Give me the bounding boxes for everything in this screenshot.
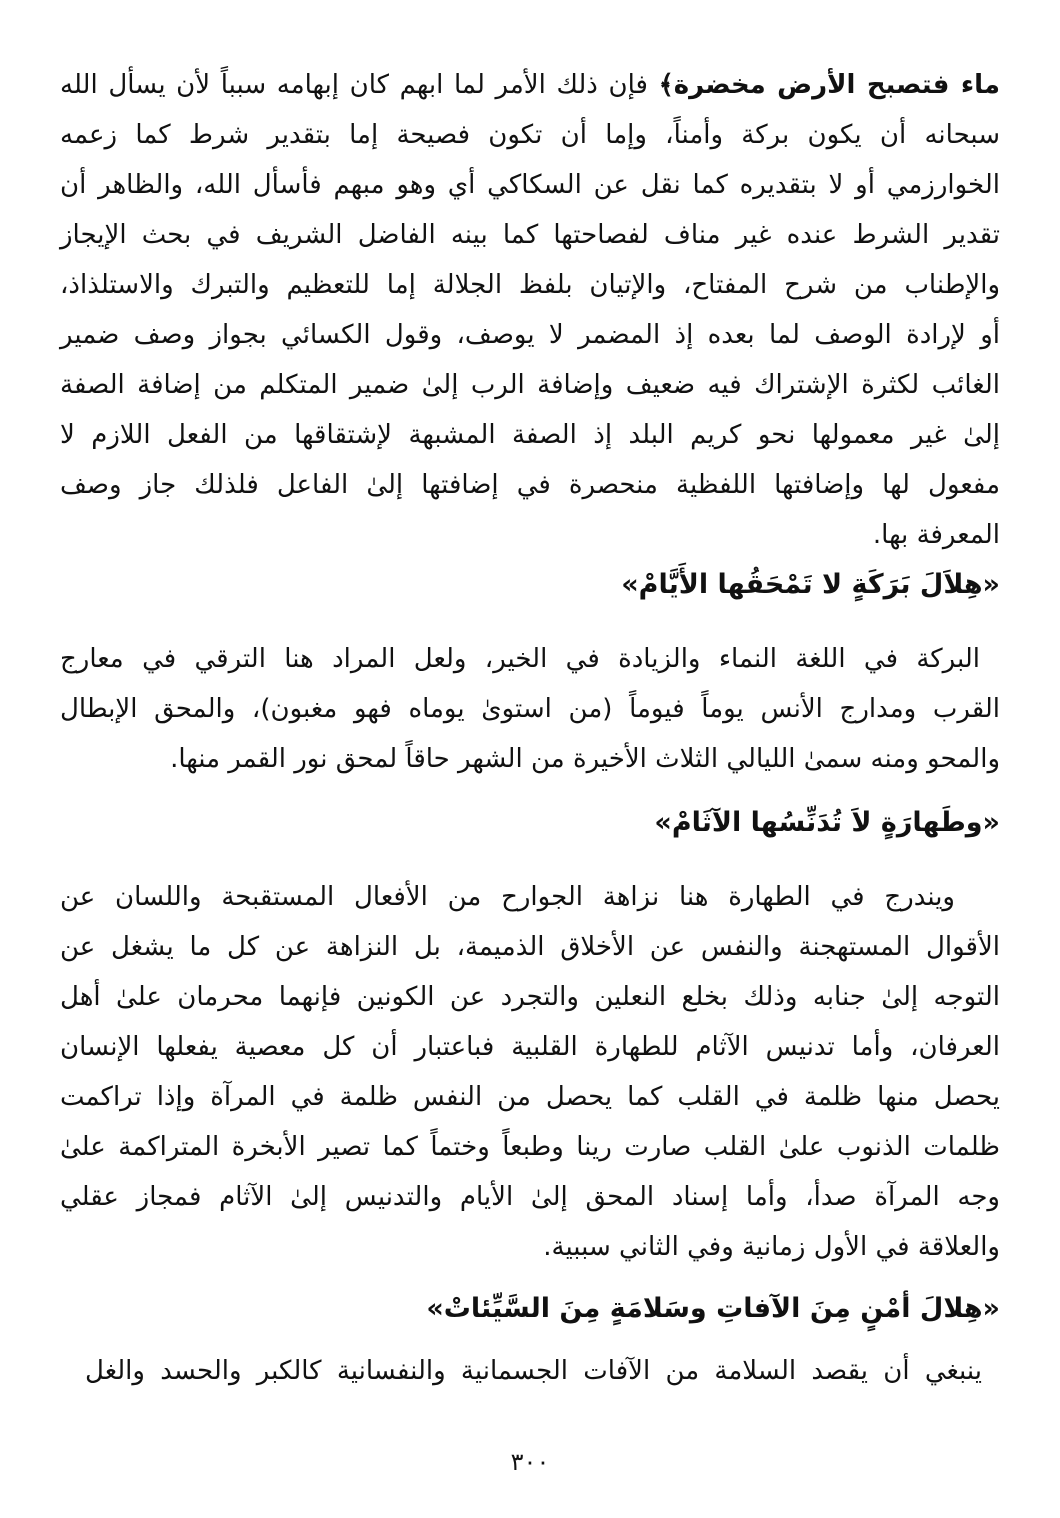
paragraph-1 [60,60,1000,560]
text-line: ويندرج في الطهارة هنا نزاهة الجوارح من الأفعال المستقبحة واللسان عن [60,882,955,912]
paragraph-4 [60,1346,1000,1396]
text-line: البركة في اللغة النماء والزيادة في الخير، ولعل المراد هنا الترقي في معارج [60,644,980,674]
text-line: القرب ومدارج الأنس يوماً فيوماً (من استوىٰ يوماه فهو مغبون)، والمحق الإبطال [60,694,1000,724]
paragraph-2 [60,634,1000,784]
hadith-heading-1: «هِلاَلَ بَرَكَةٍ لا تَمْحَقُها الأَيَّامْ» [621,569,1000,600]
page-number: ٣٠٠ [510,1448,550,1476]
text-line: الخوارزمي أو لا بتقديره كما نقل عن السكاكي أي وهو مبهم فأسأل الله، والظاهر أن [60,170,1000,200]
text-line: يحصل منها ظلمة في القلب كما يحصل من النفس ظلمة في المرآة وإذا تراكمت [60,1082,1000,1112]
text-line: ظلمات الذنوب علىٰ القلب صارت رينا وطبعاً وختماً كما تصير الأبخرة المتراكمة علىٰ [60,1132,1000,1162]
text-line: العرفان، وأما تدنيس الآثام للطهارة القلبية فباعتبار أن كل معصية يفعلها الإنسان [60,1032,1000,1062]
quran-quote-bold: ماء فتصبح الأرض مخضرة﴾ [658,70,1000,100]
text-line: مفعول لها وإضافتها اللفظية منحصرة في إضافتها إلىٰ الفاعل فلذلك جاز وصف [60,470,1000,500]
text-line [60,60,1000,110]
text-line: تقدير الشرط عنده غير مناف لفصاحتها كما بينه الفاضل الشريف في بحث الإيجاز [60,220,1000,250]
text-column [60,60,1000,1476]
text-line: سبحانه أن يكون بركة وأمناً، وإما أن تكون فصيحة إما بتقدير شرط كما زعمه [60,120,1000,150]
text-segment: فإن ذلك الأمر لما ابهم كان إبهامه سبباً لأن يسأل الله [60,70,659,100]
text-line: الغائب لكثرة الإشتراك فيه ضعيف وإضافة الرب إلىٰ ضمير المتكلم من إضافة الصفة [60,370,1000,400]
text-line: إلىٰ غير معمولها نحو كريم البلد إذ الصفة المشبهة لإشتقاقها من الفعل اللازم لا [60,420,1000,450]
text-line: والمحو ومنه سمىٰ الليالي الثلاث الأخيرة من الشهر حاقاً لمحق نور القمر منها. [170,744,1000,774]
hadith-heading-3: «هِلالَ أمْنٍ مِنَ الآفاتِ وسَلامَةٍ مِنَ السَّيِّئاتْ» [426,1293,1000,1324]
text-line: والعلاقة في الأول زمانية وفي الثاني سببية. [543,1232,1000,1262]
paragraph-3 [60,872,1000,1272]
text-line: أو لإرادة الوصف لما بعده إذ المضمر لا يوصف، وقول الكسائي بجواز وصف ضمير [60,320,1000,350]
text-line: وجه المرآة صدأ، وأما إسناد المحق إلىٰ الأيام والتدنيس إلىٰ الآثام فمجاز عقلي [60,1182,1000,1212]
hadith-heading-2: «وطَهارَةٍ لاَ تُدَنِّسُها الآثَامْ» [654,807,1000,838]
text-line: الأقوال المستهجنة والنفس عن الأخلاق الذميمة، بل النزاهة عن كل ما يشغل عن [60,932,1000,962]
text-line: ينبغي أن يقصد السلامة من الآفات الجسمانية والنفسانية كالكبر والحسد والغل [85,1356,982,1386]
text-line: المعرفة بها. [872,520,1000,550]
text-line: والإطناب من شرح المفتاح، والإتيان بلفظ الجلالة إما للتعظيم والتبرك والاستلذاذ، [60,270,1000,300]
text-line: التوجه إلىٰ جنابه وذلك بخلع النعلين والتجرد عن الكونين فإنهما محرمان علىٰ أهل [60,982,1000,1012]
